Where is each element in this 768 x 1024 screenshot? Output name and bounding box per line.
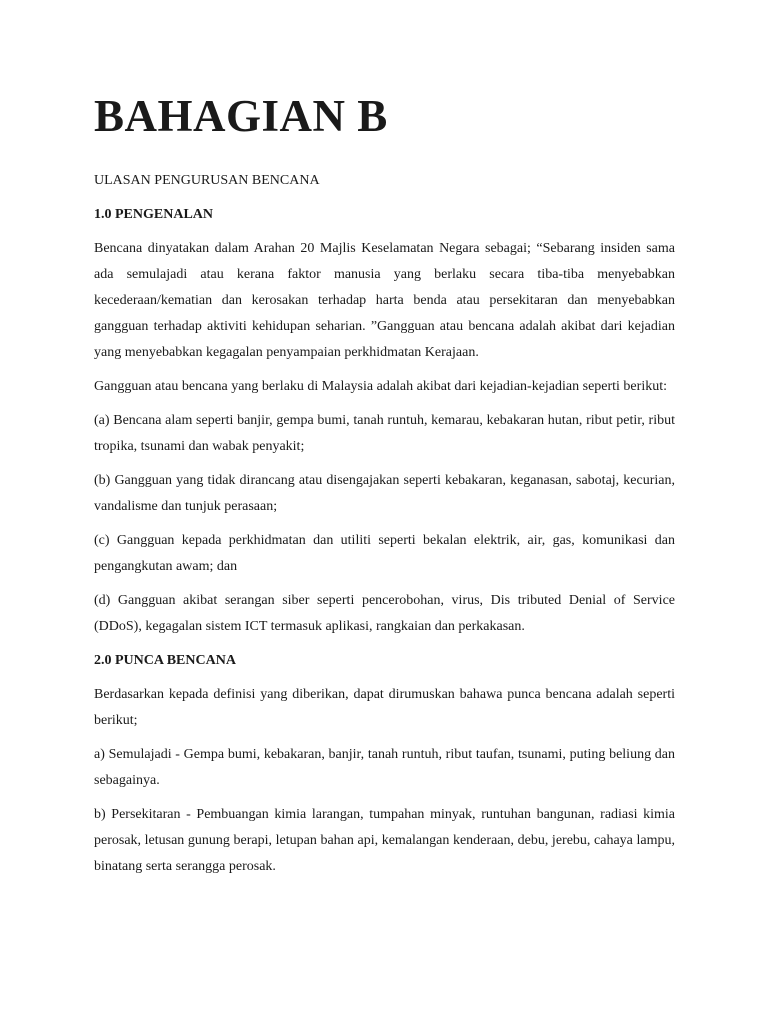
list-item-persekitaran: b) Persekitaran - Pembuangan kimia larangan, tumpahan minyak, runtuhan bangunan, radiasi kimia perosak, letusan gunung berapi, letupan bahan api, kemalangan kenderaan, debu, jerebu, cahaya lampu, binatang serta serangga perosak. [94,807,675,874]
section-heading-pengenalan: 1.0 PENGENALAN [94,207,214,222]
paragraph-punca-intro: Berdasarkan kepada definisi yang diberikan, dapat dirumuskan bahawa punca bencana adalah seperti berikut; [94,687,675,728]
document-subtitle: ULASAN PENGURUSAN BENCANA [94,173,320,188]
list-item-b: (b) Gangguan yang tidak dirancang atau disengajakan seperti kebakaran, keganasan, sabotaj, kecurian, vandalisme dan tunjuk perasaan; [94,473,675,514]
list-item-d: (d) Gangguan akibat serangan siber seperti pencerobohan, virus, Dis tributed Denial of Service (DDoS), kegagalan sistem ICT termasuk aplikasi, rangkaian dan perkakasan. [94,593,675,634]
page-title: BAHAGIAN B [94,91,388,141]
document-content [94,88,675,888]
paragraph-intro-list: Gangguan atau bencana yang berlaku di Malaysia adalah akibat dari kejadian-kejadian seperti berikut: [94,379,667,394]
list-item-c: (c) Gangguan kepada perkhidmatan dan utiliti seperti bekalan elektrik, air, gas, komunikasi dan pengangkutan awam; dan [94,533,675,574]
paragraph-definition: Bencana dinyatakan dalam Arahan 20 Majlis Keselamatan Negara sebagai; “Sebarang insiden sama ada semulajadi atau kerana faktor manusia yang berlaku secara tiba-tiba menyebabkan kecederaan/kematian dan kerosakan terhadap harta benda atau persekitaran dan menyebabkan gangguan terhadap aktiviti kehidupan seharian. ”Gangguan atau bencana adalah akibat dari kejadian yang menyebabkan kegagalan penyampaian perkhidmatan Kerajaan. [94,241,675,360]
section-heading-punca-bencana: 2.0 PUNCA BENCANA [94,653,236,668]
list-item-semulajadi: a) Semulajadi - Gempa bumi, kebakaran, banjir, tanah runtuh, ribut taufan, tsunami, puting beliung dan sebagainya. [94,747,675,788]
list-item-a: (a) Bencana alam seperti banjir, gempa bumi, tanah runtuh, kemarau, kebakaran hutan, ribut petir, ribut tropika, tsunami dan wabak penyakit; [94,413,675,454]
